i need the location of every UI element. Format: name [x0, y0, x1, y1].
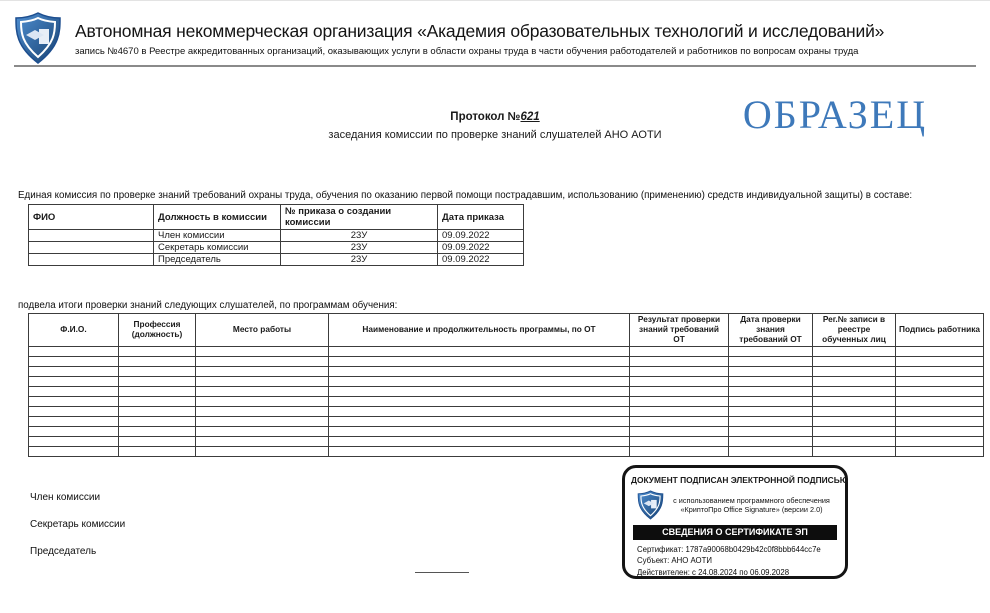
- results-empty-cell: [329, 436, 630, 446]
- results-header-signature: Подпись работника: [896, 314, 984, 347]
- stamp-certificate-bar: СВЕДЕНИЯ О СЕРТИФИКАТЕ ЭП: [633, 525, 837, 540]
- commission-header-role: Должность в комиссии: [154, 205, 281, 230]
- org-name: Автономная некоммерческая организация «Академия образовательных технологий и исследований»: [75, 21, 885, 41]
- results-empty-cell: [630, 346, 729, 356]
- results-empty-cell: [196, 376, 329, 386]
- commission-header-fio: ФИО: [29, 205, 154, 230]
- signature-label-member: Член комиссии: [30, 492, 101, 503]
- results-empty-cell: [630, 366, 729, 376]
- protocol-title-label: Протокол №: [450, 111, 521, 123]
- results-empty-cell: [630, 396, 729, 406]
- esign-stamp: [622, 465, 848, 579]
- stamp-subject-line: Субъект: АНО АОТИ: [637, 556, 712, 566]
- results-empty-cell: [196, 396, 329, 406]
- results-empty-cell: [29, 386, 119, 396]
- stamp-validity-line: Действителен: с 24.08.2024 по 06.09.2028: [637, 567, 790, 577]
- results-empty-cell: [630, 446, 729, 456]
- results-empty-cell: [729, 366, 813, 376]
- results-empty-cell: [119, 426, 196, 436]
- results-empty-cell: [729, 386, 813, 396]
- results-empty-row: [29, 376, 984, 386]
- results-empty-cell: [896, 396, 984, 406]
- commission-row: [29, 242, 524, 254]
- results-empty-cell: [196, 426, 329, 436]
- signature-line: [415, 572, 469, 573]
- results-table: [28, 313, 984, 457]
- results-empty-cell: [729, 416, 813, 426]
- commission-cell-fio: [29, 242, 154, 254]
- org-registry-note: запись №4670 в Реестре аккредитованных организаций, оказывающих услуги в области охраны труда в части обучения работодателей и работников по вопросам охраны труда: [75, 46, 859, 57]
- protocol-subtitle: заседания комиссии по проверке знаний слушателей АНО АОТИ: [328, 129, 662, 141]
- results-empty-cell: [29, 446, 119, 456]
- results-empty-row: [29, 366, 984, 376]
- results-empty-cell: [630, 436, 729, 446]
- stamp-shield-logo-icon: [637, 490, 664, 520]
- commission-cell-role: Председатель: [154, 254, 281, 266]
- results-header-regnum: Рег.№ записи в реестре обученных лиц: [813, 314, 896, 347]
- results-empty-cell: [896, 406, 984, 416]
- results-empty-cell: [119, 386, 196, 396]
- results-empty-row: [29, 406, 984, 416]
- results-empty-cell: [329, 426, 630, 436]
- results-empty-cell: [29, 416, 119, 426]
- results-empty-cell: [119, 406, 196, 416]
- results-empty-cell: [329, 366, 630, 376]
- signature-label-chairman: Председатель: [30, 546, 97, 557]
- results-empty-cell: [119, 396, 196, 406]
- results-header-fio: Ф.И.О.: [29, 314, 119, 347]
- results-empty-cell: [29, 346, 119, 356]
- results-empty-cell: [196, 436, 329, 446]
- results-empty-cell: [29, 426, 119, 436]
- results-empty-cell: [729, 426, 813, 436]
- results-empty-cell: [729, 446, 813, 456]
- results-empty-cell: [29, 366, 119, 376]
- results-header-workplace: Место работы: [196, 314, 329, 347]
- commission-header-row: [29, 205, 524, 230]
- commission-cell-date: 09.09.2022: [438, 242, 524, 254]
- results-empty-cell: [729, 356, 813, 366]
- results-empty-cell: [29, 396, 119, 406]
- stamp-software-note-line1: с использованием программного обеспечения: [673, 495, 830, 505]
- stamp-software-note-line2: «КриптоПро Office Signature» (версии 2.0): [680, 505, 823, 514]
- commission-cell-order: 23У: [281, 254, 438, 266]
- org-shield-logo-icon: [14, 12, 62, 64]
- results-empty-cell: [196, 346, 329, 356]
- results-empty-cell: [813, 346, 896, 356]
- results-empty-row: [29, 386, 984, 396]
- results-empty-cell: [29, 406, 119, 416]
- results-empty-cell: [896, 426, 984, 436]
- results-empty-cell: [630, 416, 729, 426]
- stamp-software-note: [664, 496, 839, 515]
- protocol-number: 621: [520, 111, 540, 123]
- results-empty-cell: [896, 436, 984, 446]
- results-empty-cell: [196, 446, 329, 456]
- results-empty-cell: [813, 416, 896, 426]
- results-empty-cell: [329, 376, 630, 386]
- commission-header-date: Дата приказа: [438, 205, 524, 230]
- commission-cell-role: Член комиссии: [154, 230, 281, 242]
- results-empty-cell: [896, 446, 984, 456]
- results-empty-cell: [329, 406, 630, 416]
- results-empty-cell: [329, 346, 630, 356]
- esign-stamp-middle: [631, 489, 839, 521]
- results-empty-cell: [896, 386, 984, 396]
- commission-table: [28, 204, 524, 266]
- results-empty-cell: [729, 376, 813, 386]
- intro-paragraph: Единая комиссия по проверке знаний требований охраны труда, обучения по оказанию первой помощи пострадавшим, использованию (применению) средств индивидуальной защиты) в составе:: [18, 190, 913, 201]
- header-divider: [14, 65, 976, 67]
- results-header-result: Результат проверки знаний требований ОТ: [630, 314, 729, 347]
- results-empty-row: [29, 396, 984, 406]
- results-empty-row: [29, 426, 984, 436]
- commission-cell-fio: [29, 254, 154, 266]
- results-empty-row: [29, 356, 984, 366]
- commission-header-order: № приказа о создании комиссии: [281, 205, 438, 230]
- results-empty-cell: [196, 386, 329, 396]
- results-empty-cell: [813, 356, 896, 366]
- org-header: [0, 1, 990, 68]
- stamp-info-block: [637, 544, 839, 578]
- results-empty-row: [29, 416, 984, 426]
- results-empty-cell: [896, 366, 984, 376]
- results-empty-cell: [813, 396, 896, 406]
- signature-label-secretary: Секретарь комиссии: [30, 519, 126, 530]
- results-header-program: Наименование и продолжительность программы, по ОТ: [329, 314, 630, 347]
- commission-row: [29, 230, 524, 242]
- results-empty-cell: [729, 436, 813, 446]
- results-intro-text: подвела итоги проверки знаний следующих слушателей, по программам обучения:: [18, 300, 398, 311]
- results-empty-cell: [630, 376, 729, 386]
- results-empty-cell: [813, 386, 896, 396]
- results-empty-cell: [329, 396, 630, 406]
- results-empty-cell: [896, 416, 984, 426]
- commission-row: [29, 254, 524, 266]
- results-header-row: [29, 314, 984, 347]
- results-empty-cell: [119, 446, 196, 456]
- results-empty-cell: [813, 366, 896, 376]
- results-empty-cell: [119, 346, 196, 356]
- results-empty-cell: [813, 426, 896, 436]
- commission-cell-date: 09.09.2022: [438, 230, 524, 242]
- results-empty-cell: [329, 446, 630, 456]
- results-empty-cell: [119, 416, 196, 426]
- results-empty-cell: [813, 446, 896, 456]
- commission-cell-order: 23У: [281, 230, 438, 242]
- results-empty-cell: [119, 376, 196, 386]
- commission-cell-date: 09.09.2022: [438, 254, 524, 266]
- esign-stamp-title: ДОКУМЕНТ ПОДПИСАН ЭЛЕКТРОННОЙ ПОДПИСЬЮ: [631, 475, 849, 485]
- results-empty-row: [29, 436, 984, 446]
- commission-cell-role: Секретарь комиссии: [154, 242, 281, 254]
- results-empty-cell: [196, 356, 329, 366]
- results-empty-cell: [196, 406, 329, 416]
- results-empty-cell: [196, 366, 329, 376]
- results-empty-cell: [896, 376, 984, 386]
- results-empty-row: [29, 346, 984, 356]
- results-empty-cell: [813, 376, 896, 386]
- commission-cell-order: 23У: [281, 242, 438, 254]
- commission-cell-fio: [29, 230, 154, 242]
- results-empty-cell: [896, 346, 984, 356]
- results-empty-cell: [896, 356, 984, 366]
- results-empty-cell: [630, 356, 729, 366]
- results-empty-cell: [119, 436, 196, 446]
- results-empty-row: [29, 446, 984, 456]
- results-empty-cell: [29, 376, 119, 386]
- results-empty-cell: [119, 366, 196, 376]
- stamp-certificate-line: Сертификат: 1787a90068b0429b42c0f8bbb644cc7e: [637, 545, 821, 554]
- results-empty-cell: [119, 356, 196, 366]
- results-empty-cell: [196, 416, 329, 426]
- protocol-title: [0, 111, 990, 123]
- results-empty-cell: [630, 406, 729, 416]
- results-empty-cell: [630, 426, 729, 436]
- results-empty-cell: [729, 346, 813, 356]
- results-empty-cell: [329, 386, 630, 396]
- results-header-profession: Профессия (должность): [119, 314, 196, 347]
- results-empty-cell: [813, 436, 896, 446]
- sample-watermark: ОБРАЗЕЦ: [742, 92, 928, 137]
- results-header-checkdate: Дата проверки знания требований ОТ: [729, 314, 813, 347]
- results-empty-cell: [329, 416, 630, 426]
- results-empty-cell: [29, 436, 119, 446]
- results-empty-cell: [729, 406, 813, 416]
- results-empty-cell: [29, 356, 119, 366]
- results-empty-cell: [813, 406, 896, 416]
- results-empty-cell: [630, 386, 729, 396]
- results-empty-cell: [329, 356, 630, 366]
- results-empty-cell: [729, 396, 813, 406]
- results-table-body: [29, 346, 984, 456]
